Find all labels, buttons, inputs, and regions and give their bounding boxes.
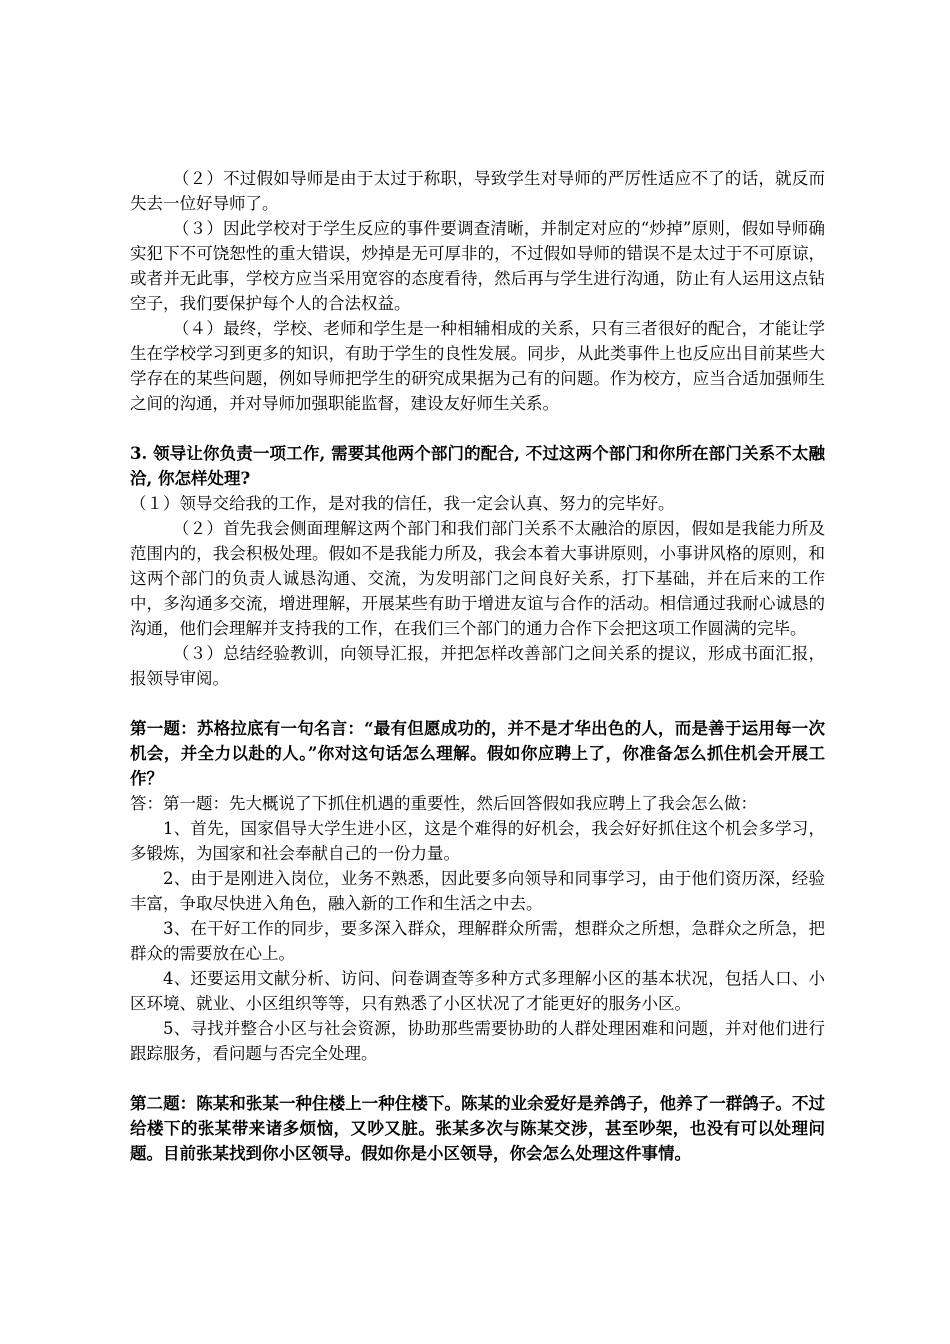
question-heading: 第二题：陈某和张某一种住楼上一种住楼下。陈某的业余爱好是养鸽子，他养了一群鸽子。不过给楼下的张某带来诸多烦恼，又吵又脏。张某多次与陈某交涉，甚至吵架，也没有可以处理问题。目前张某找到你小区领导。假如你是小区领导，你会怎么处理这件事情。 (130, 1094, 825, 1163)
question-heading: 3. 领导让你负责一项工作, 需要其他两个部门的配合, 不过这两个部门和你所在部门关系不太融洽, 你怎样处理? (130, 444, 825, 488)
paragraph: （３）因此学校对于学生反应的事件要调查清晰，并制定对应的“炒掉”原则，假如导师确实犯下不可饶恕性的重大错误，炒掉是无可厚非的，不过假如导师的错误不是太过于不可原谅，或者并无此事，学校方应当采用宽容的态度看待，然后再与学生进行沟通，防止有人运用这点钻空子，我们要保护每个人的合法权益。 (130, 219, 825, 313)
document-page (130, 166, 825, 1166)
paragraph: （４）最终，学校、老师和学生是一种相辅相成的关系，只有三者很好的配合，才能让学生在学校学习到更多的知识，有助于学生的良性发展。同步，从此类事件上也反应出目前某些大学存在的某些问题，例如导师把学生的研究成果据为己有的问题。作为校方，应当合适加强师生之间的沟通，并对导师加强职能监督，建设友好师生关系。 (130, 319, 825, 413)
paragraph: （２）首先我会侧面理解这两个部门和我们部门关系不太融洽的原因，假如是我能力所及范围内的，我会积极处理。假如不是我能力所及，我会本着大事讲原则，小事讲风格的原则，和这两个部门的负责人诚恳沟通、交流，为发明部门之间良好关系，打下基础，并在后来的工作中，多沟通多交流，增进理解，开展某些有助于增进友谊与合作的活动。相信通过我耐心诚恳的沟通，他们会理解并支持我的工作，在我们三个部门的通力合作下会把这项工作圆满的完毕。 (130, 519, 825, 638)
list-item: 4、还要运用文献分析、访问、问卷调查等多种方式多理解小区的基本状况，包括人口、小区环境、就业、小区组织等等，只有熟悉了小区状况了才能更好的服务小区。 (130, 969, 825, 1013)
paragraph: （２）不过假如导师是由于太过于称职，导致学生对导师的严厉性适应不了的话，就反而失去一位好导师了。 (130, 169, 825, 213)
answer-intro: 答：第一题：先大概说了下抓住机遇的重要性，然后回答假如我应聘上了我会怎么做： (130, 794, 757, 813)
paragraph: （３）总结经验教训，向领导汇报，并把怎样改善部门之间关系的提议，形成书面汇报，报领导审阅。 (130, 644, 825, 688)
spacer (130, 1066, 825, 1091)
list-item: 1、首先，国家倡导大学生进小区，这是个难得的好机会，我会好好抓住这个机会多学习，多锻炼，为国家和社会奉献自己的一份力量。 (130, 819, 825, 863)
spacer (130, 691, 825, 716)
list-item: 5、寻找并整合小区与社会资源，协助那些需要协助的人群处理困难和问题，并对他们进行跟踪服务，看问题与否完全处理。 (130, 1019, 825, 1063)
list-item: 3、在干好工作的同步，要多深入群众，理解群众所需，想群众之所想，急群众之所急，把群众的需要放在心上。 (130, 919, 825, 963)
question-heading: 第一题：苏格拉底有一句名言：“最有但愿成功的，并不是才华出色的人，而是善于运用每一次机会，并全力以赴的人。”你对这句话怎么理解。假如你应聘上了，你准备怎么抓住机会开展工作？ (130, 719, 825, 788)
paragraph: （１）领导交给我的工作，是对我的信任，我一定会认真、努力的完毕好。 (130, 494, 675, 513)
list-item: 2、由于是刚进入岗位，业务不熟悉，因此要多向领导和同事学习，由于他们资历深，经验丰富，争取尽快进入角色，融入新的工作和生活之中去。 (130, 869, 825, 913)
spacer (130, 416, 825, 441)
